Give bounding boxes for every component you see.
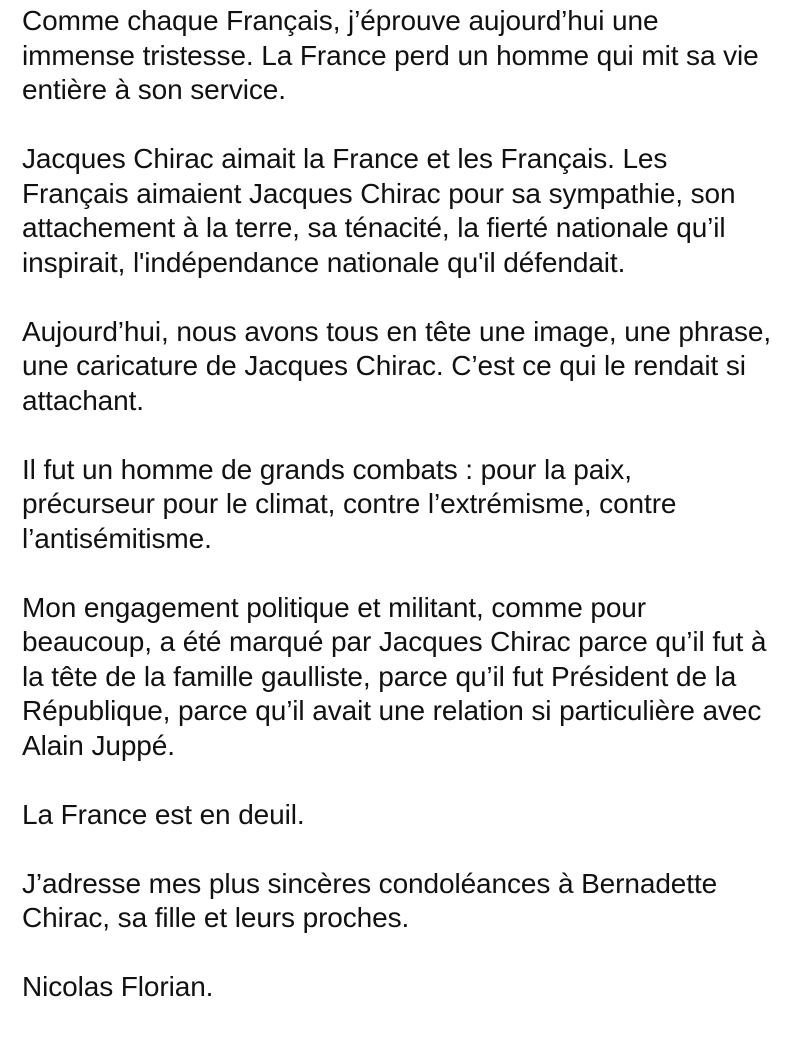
text-line: Français aimaient Jacques Chirac pour sa sympathie, son [22,177,736,209]
paragraph-mourning [22,798,787,833]
text-line: La France est en deuil. [22,798,305,830]
signature-name: Nicolas Florian. [22,971,214,1002]
text-line: une caricature de Jacques Chirac. C’est ce qui le rendait si [22,350,746,381]
paragraph-love-of-france [22,142,787,280]
text-line: J’adresse mes plus sincères condoléances à Bernadette [22,867,718,899]
text-line: Il fut un homme de grands combats : pour la paix, [22,453,632,485]
text-line: Alain Juppé. [22,729,175,761]
signature [22,970,787,1005]
paragraph-memories [22,315,787,419]
text-line: beaucoup, a été marqué par Jacques Chirac parce qu’il fut à [22,626,767,657]
text-line: inspirait, l'indépendance nationale qu'il défendait. [22,246,626,278]
statement-document [22,4,787,1039]
paragraph-condolences [22,867,787,936]
text-line: la tête de la famille gaulliste, parce qu’il fut Président de la [22,660,737,692]
text-line: Jacques Chirac aimait la France et les Français. Les [22,143,668,174]
text-line: l’antisémitisme. [22,522,212,554]
text-line: Chirac, sa fille et leurs proches. [22,902,410,933]
text-line: attachement à la terre, sa ténacité, la fierté nationale qu’il [22,212,726,243]
text-line: République, parce qu’il avait une relation si particulière avec [22,695,762,726]
text-line: Comme chaque Français, j’éprouve aujourd’hui une [22,5,659,36]
text-line: attachant. [22,384,144,416]
paragraph-engagement [22,591,787,764]
text-line: précurseur pour le climat, contre l’extrémisme, contre [22,488,677,519]
text-line: immense tristesse. La France perd un homme qui mit sa vie [22,39,759,71]
text-line: entière à son service. [22,74,286,105]
text-line: Aujourd’hui, nous avons tous en tête une image, une phrase, [22,315,772,347]
text-line: Mon engagement politique et militant, comme pour [22,591,646,623]
paragraph-intro [22,4,787,108]
paragraph-combats [22,453,787,557]
